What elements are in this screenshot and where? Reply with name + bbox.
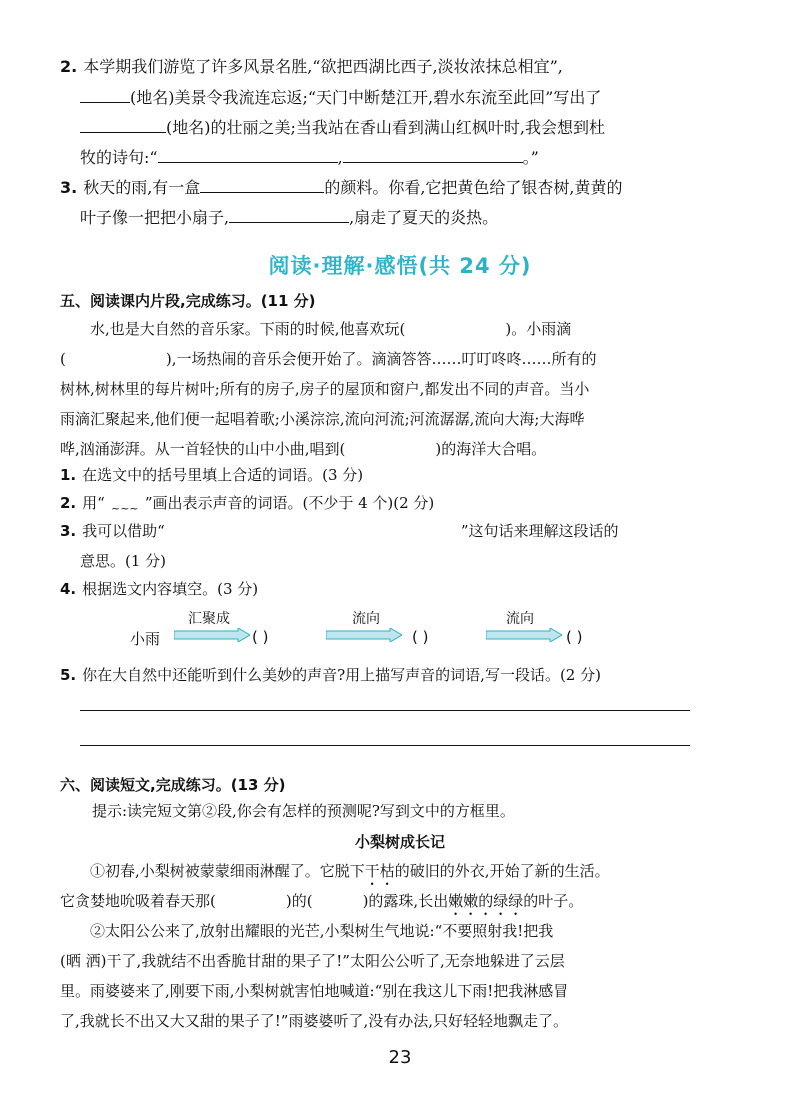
sec5-q4	[60, 578, 258, 600]
q-number: 3.	[60, 522, 77, 540]
q3-line1	[60, 176, 623, 199]
story-p2-dotted: 嫩嫩的绿绿	[448, 892, 524, 910]
sec5-paragraph	[60, 314, 690, 344]
story-p2c: )的露珠,长出	[362, 892, 449, 910]
flow-diagram	[130, 608, 690, 648]
q2-line1	[60, 56, 563, 78]
q2-text1: 本学期我们游览了许多风景名胜,“欲把西湖比西子,淡妆浓抹总相宜”,	[83, 57, 563, 76]
story-p2: ②太阳公公来了,放射出耀眼的光芒,小梨树生气地说:“不要照射我!把我	[90, 922, 554, 940]
flow-blank-1[interactable]: ( )	[252, 628, 269, 646]
arrow-icon	[486, 628, 562, 642]
section5-title: 五、阅读课内片段,完成练习。(11 分)	[60, 292, 316, 310]
wavy-line-mark: ~~~	[110, 502, 139, 515]
q3-text1b: 的颜料。你看,它把黄色给了银杏树,黄黄的	[324, 178, 623, 197]
sec5-q2	[60, 492, 434, 520]
sec5-q1	[60, 464, 363, 486]
story-p1a: ①初春,小梨树被蒙蒙细雨淋醒了。它脱下	[90, 862, 365, 880]
section6-title: 六、阅读短文,完成练习。(13 分)	[60, 776, 286, 794]
q2-line3	[80, 116, 605, 139]
q3-line2	[80, 206, 498, 229]
q-number: 4.	[60, 580, 77, 598]
flow-label-2: 流向	[352, 611, 380, 627]
sec5-q3	[60, 520, 618, 542]
answer-blank[interactable]	[229, 206, 349, 223]
q2-text4a: 牧的诗句:“	[80, 148, 158, 167]
answer-blank[interactable]	[80, 116, 166, 133]
sec5-p1: 水,也是大自然的音乐家。下雨的时候,他喜欢玩(	[90, 320, 406, 338]
q2-line4	[80, 146, 539, 169]
sec5-q4-text: 根据选文内容填空。(3 分)	[82, 580, 259, 598]
q2-text2: (地名)美景令我流连忘返;“天门中断楚江开,碧水东流至此回”写出了	[130, 88, 602, 107]
q2-line2	[80, 86, 601, 109]
story-title: 小梨树成长记	[354, 833, 445, 851]
sec5-p2b: ),一场热闹的音乐会便开始了。滴滴答答……叮叮咚咚……所有的	[165, 350, 597, 368]
answer-blank[interactable]	[343, 146, 523, 163]
flow-blank-2[interactable]: ( )	[412, 628, 429, 646]
q3-text2b: ,扇走了夏天的炎热。	[349, 208, 499, 227]
story-p2a: 它贪婪地吮吸着春天那(	[60, 892, 216, 910]
sec5-q2b: ”画出表示声音的词语。(不少于 4 个)(2 分)	[144, 494, 435, 512]
sec5-q3a: 我可以借助“	[82, 522, 165, 540]
sec5-line4: 雨滴汇聚起来,他们便一起唱着歌;小溪淙淙,流向河流;河流潺潺,流向大海;大海哗	[60, 410, 585, 428]
sec5-p5b: )的海洋大合唱。	[435, 440, 547, 458]
sec5-p5a: 哗,汹涌澎湃。从一首轻快的山中小曲,唱到(	[60, 440, 346, 458]
story-p2d: 的叶子。	[523, 892, 584, 910]
q3-text1a: 秋天的雨,有一盒	[83, 178, 201, 197]
sec5-line3: 树林,树林里的每片树叶;所有的房子,房子的屋顶和窗户,都发出不同的声音。当小	[60, 380, 590, 398]
q2-text4c: 。”	[522, 148, 539, 167]
sec5-q1-text: 在选文中的括号里填上合适的词语。(3 分)	[82, 466, 364, 484]
section-banner: 阅读·理解·感悟(共 24 分)	[268, 254, 532, 278]
story-p2-line4: 了,我就长不出又大又甜的果子了!”雨婆婆听了,没有办法,只好轻轻地飘走了。	[60, 1012, 569, 1030]
answer-blank[interactable]	[158, 146, 338, 163]
q2-number: 2.	[60, 57, 78, 76]
flow-label-3: 流向	[506, 611, 534, 627]
sec5-p1b: )。小雨滴	[505, 320, 572, 338]
answer-line[interactable]	[80, 745, 690, 746]
arrow-icon	[326, 628, 402, 642]
sec5-q3b: ”这句话来理解这段话的	[460, 522, 619, 540]
q-number: 2.	[60, 494, 77, 512]
arrow-icon	[174, 628, 250, 642]
flow-start: 小雨	[130, 630, 161, 648]
page-number: 23	[388, 1047, 412, 1068]
sec6-tip: 提示:读完短文第②段,你会有怎样的预测呢?写到文中的方框里。	[92, 802, 515, 820]
sec5-q5-text: 你在大自然中还能听到什么美妙的声音?用上描写声音的词语,写一段话。(2 分)	[82, 666, 601, 684]
answer-line[interactable]	[80, 710, 690, 711]
sec5-q5	[60, 664, 601, 686]
sec5-line2	[60, 344, 690, 374]
sec5-line5	[60, 434, 690, 464]
q-number: 5.	[60, 666, 77, 684]
sec5-q3-cont: 意思。(1 分)	[80, 552, 167, 570]
q2-text3: (地名)的壮丽之美;当我站在香山看到满山红枫叶时,我会想到杜	[166, 118, 605, 137]
story-p1-line2	[60, 886, 690, 919]
story-p2-line2: (晒 洒)干了,我就结不出香脆甘甜的果子了!”太阳公公听了,无奈地躲进了云层	[60, 952, 565, 970]
q2-text4b: ,	[337, 148, 343, 167]
answer-blank[interactable]	[80, 86, 130, 103]
sec5-q2a: 用“	[82, 494, 105, 512]
q3-number: 3.	[60, 178, 78, 197]
q3-text2a: 叶子像一把把小扇子,	[80, 208, 230, 227]
q-number: 1.	[60, 466, 77, 484]
story-p1b: 的破旧的外衣,开始了新的生活。	[394, 862, 610, 880]
story-p1-dotted: 干枯	[364, 862, 395, 880]
answer-blank[interactable]	[200, 176, 324, 193]
flow-label-1: 汇聚成	[188, 611, 230, 627]
story-p2b: )的(	[285, 892, 313, 910]
story-p2-line3: 里。雨婆婆来了,刚要下雨,小梨树就害怕地喊道:“别在我这儿下雨!把我淋感冒	[60, 982, 569, 1000]
story-p1	[60, 856, 690, 889]
sec5-p2a: (	[60, 350, 66, 368]
flow-blank-3[interactable]: ( )	[566, 628, 583, 646]
